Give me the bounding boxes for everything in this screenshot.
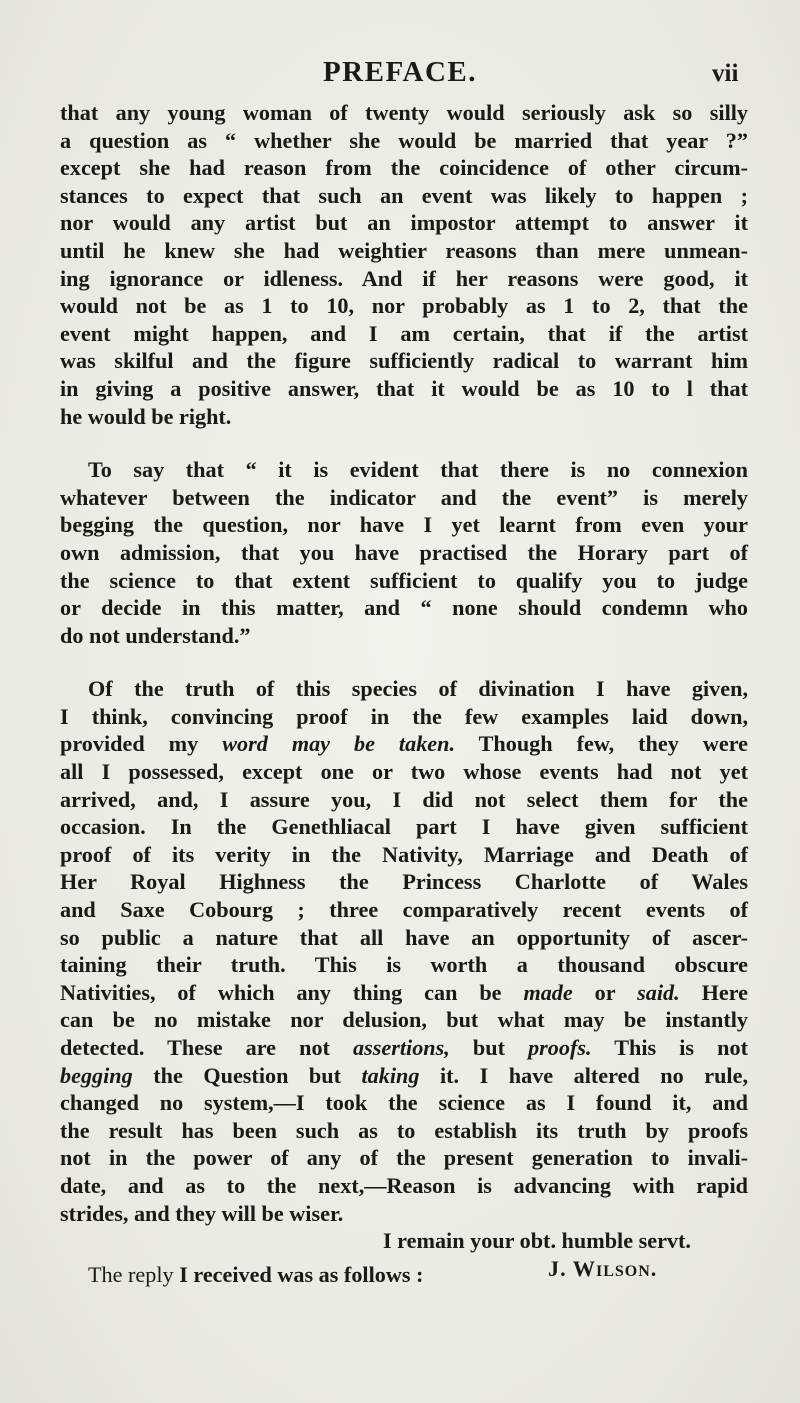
emphasis: proofs.	[528, 1035, 592, 1060]
text-line: so public a nature that all have an opportunity of ascer-	[60, 924, 748, 950]
text-line: and Saxe Cobourg ; three comparatively recent events of	[60, 897, 748, 923]
text-line: I think, convincing proof in the few examples laid down,	[60, 703, 748, 729]
emphasis: made	[523, 979, 573, 1005]
signature-closing: I remain your obt. humble servt.	[383, 1228, 691, 1254]
text-line: Her Royal Highness the Princess Charlotte of Wales	[60, 869, 748, 895]
text-line: or decide in this matter, and “ none should condemn who	[60, 595, 748, 621]
running-head	[0, 56, 800, 90]
paragraph-3	[60, 675, 748, 1227]
emphasis: said.	[637, 979, 680, 1005]
reply-text-lead: The reply	[88, 1262, 180, 1287]
emphasis: taking	[361, 1062, 420, 1088]
text-line: detected. These are not assertions, but proofs. This is not	[60, 1035, 748, 1060]
paragraph-2	[60, 456, 748, 649]
text-line: own admission, that you have practised the Horary part of	[60, 539, 748, 565]
text-line: Nativities, of which any thing can be made or said. Here	[60, 979, 748, 1005]
reply-line	[88, 1262, 423, 1288]
text-line: whatever between the indicator and the event” is merely	[60, 484, 748, 510]
text-line: ing ignorance or idleness. And if her reasons were good, it	[60, 265, 748, 291]
text-line: arrived, and, I assure you, I did not select them for the	[60, 786, 748, 812]
text-line: in giving a positive answer, that it would be as 10 to l that	[60, 375, 748, 401]
text-line: was skilful and the figure sufficiently radical to warrant him	[60, 348, 748, 374]
text-line: would not be as 1 to 10, nor probably as 1 to 2, that the	[60, 293, 748, 319]
text-line: begging the Question but taking it. I have altered no rule,	[60, 1062, 748, 1088]
text-line: date, and as to the next,—Reason is advancing with rapid	[60, 1172, 748, 1198]
text-line: taining their truth. This is worth a thousand obscure	[60, 952, 748, 978]
text-line: event might happen, and I am certain, that if the artist	[60, 320, 748, 346]
text-line: except she had reason from the coincidence of other circum-	[60, 155, 748, 181]
text-line: until he knew she had weightier reasons than mere unmean-	[60, 237, 748, 263]
text-line: Of the truth of this species of divination I have given,	[88, 676, 748, 702]
emphasis: word may be taken.	[222, 731, 456, 757]
emphasis: assertions,	[353, 1035, 450, 1060]
signature-name: J. Wilson.	[548, 1255, 658, 1281]
text-line: can be no mistake nor delusion, but what may be instantly	[60, 1007, 748, 1033]
body-text	[60, 99, 748, 1282]
text-line: stances to expect that such an event was likely to happen ;	[60, 182, 748, 208]
text-line: the result has been such as to establish its truth by proofs	[60, 1117, 748, 1143]
text-line: nor would any artist but an impostor attempt to answer it	[60, 210, 748, 236]
paragraph-1	[60, 99, 748, 430]
text-line: a question as “ whether she would be married that year ?”	[60, 127, 748, 153]
text-line: strides, and they will be wiser.	[60, 1200, 344, 1226]
text-line: do not understand.”	[60, 622, 251, 648]
text-line: To say that “ it is evident that there is no connexion	[88, 457, 748, 483]
page-number: vii	[712, 60, 739, 87]
text-line: provided my word may be taken. Though few, they were	[60, 731, 748, 757]
text-line: changed no system,—I took the science as I found it, and	[60, 1090, 748, 1116]
page-title: PREFACE.	[322, 56, 478, 88]
emphasis: begging	[60, 1062, 133, 1088]
text-line: that any young woman of twenty would seriously ask so silly	[60, 100, 748, 125]
text-line: proof of its verity in the Nativity, Marriage and Death of	[60, 841, 748, 867]
text-line: the science to that extent sufficient to qualify you to judge	[60, 567, 748, 593]
text-line: he would be right.	[60, 403, 232, 429]
reply-text: I received was as follows :	[179, 1262, 424, 1287]
text-line: not in the power of any of the present generation to invali-	[60, 1145, 748, 1171]
text-line: all I possessed, except one or two whose events had not yet	[60, 759, 748, 785]
text-line: occasion. In the Genethliacal part I have given sufficient	[60, 814, 748, 840]
text-line: begging the question, nor have I yet learnt from even your	[60, 512, 748, 538]
